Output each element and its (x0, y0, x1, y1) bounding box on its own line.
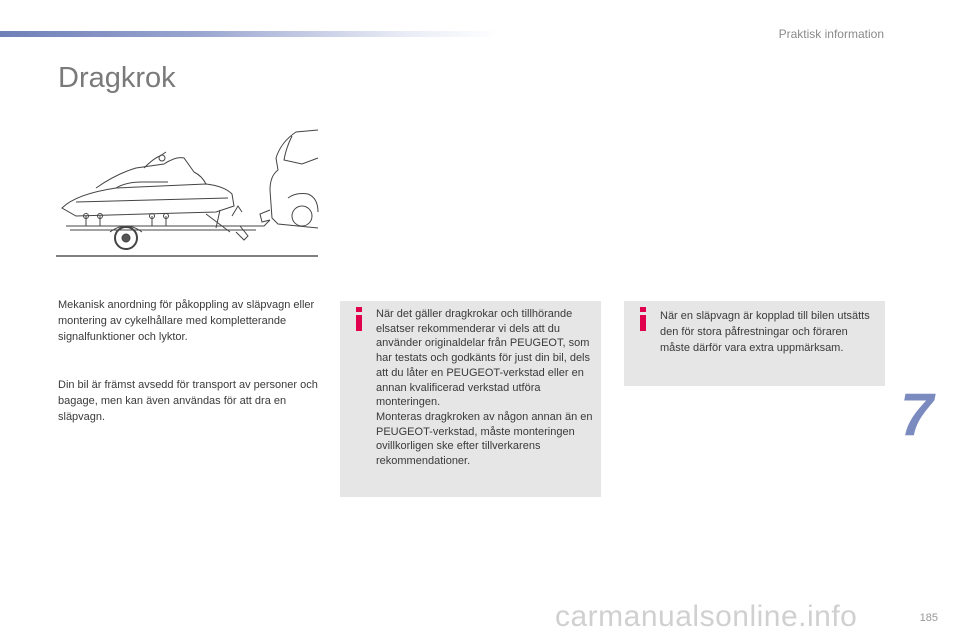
intro-paragraph-1: Mekanisk anordning för påkoppling av släpvagn eller montering av cykelhållare med kompletterande signalfunktioner och lyktor. (58, 299, 315, 343)
chapter-number: 7 (900, 381, 934, 448)
intro-paragraph-2: Din bil är främst avsedd för transport av personer och bagage, men kan även användas för att dra en släpvagn. (58, 379, 318, 423)
info-box-1 (340, 301, 601, 497)
page-title: Dragkrok (58, 62, 176, 94)
jetski-trailer-illustration (56, 128, 320, 260)
info-icon (352, 307, 366, 331)
info-box-2-text: När en släpvagn är kopplad till bilen utsätts den för stora påfrestningar och föraren måste därför vara extra uppmärksam. (660, 310, 870, 354)
info-box-1-text: När det gäller dragkrokar och tillhörande elsatser rekommenderar vi dels att du använder originaldelar från PEUGEOT, som har testats och godkänts för just din bil, dels att du låter en PEUGEOT-verkstad eller en annan kvalificerad verkstad utföra monteringen. Monteras dragkroken av någon annan än en PEUGEOT-verkstad, måste monteringen ovillkorligen ske efter tillverkarens rekommendationer. (376, 308, 593, 468)
page-number: 185 (919, 612, 938, 624)
header-gradient-bar (0, 31, 500, 37)
section-title: Praktisk information (778, 27, 884, 41)
info-icon (636, 307, 650, 331)
watermark: carmanualsonline.info (555, 600, 858, 633)
info-box-2 (624, 301, 885, 386)
